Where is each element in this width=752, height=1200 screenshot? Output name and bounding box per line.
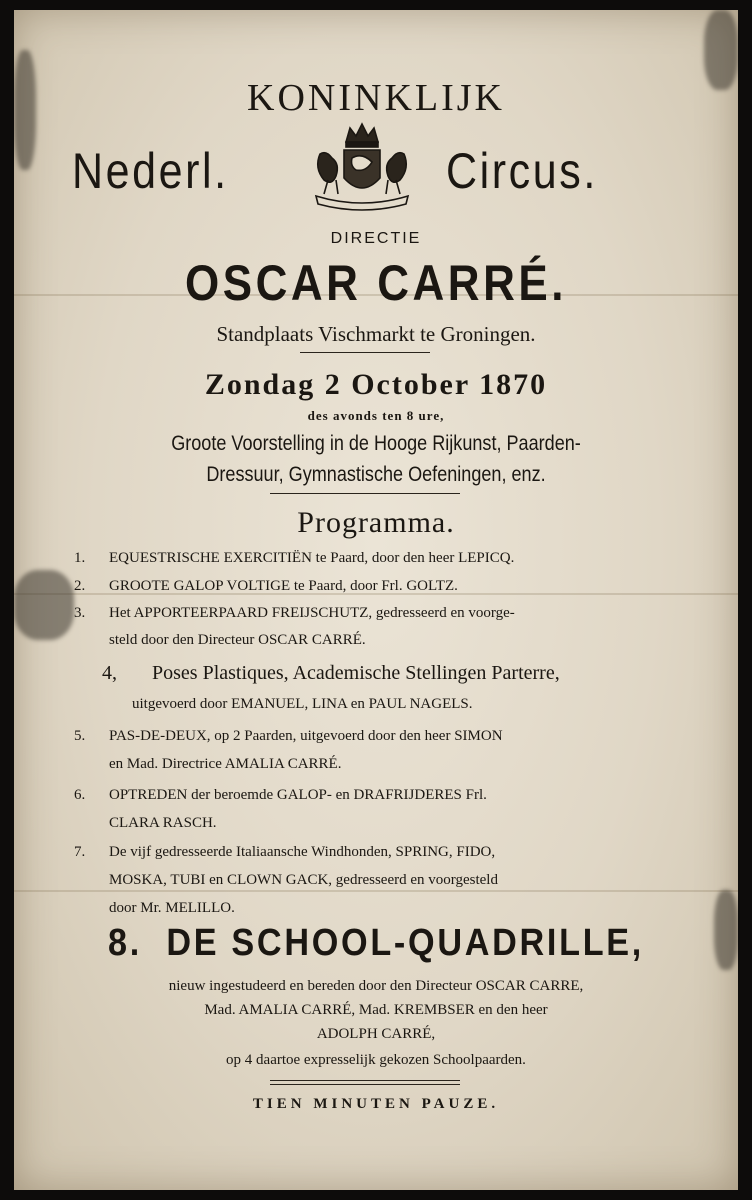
item-text: EQUESTRISCHE EXERCITIËN te Paard, door den heer LEPICQ.	[109, 550, 515, 566]
paper-crease	[14, 890, 738, 892]
item-number: 3.	[74, 605, 86, 621]
item-text: PAS-DE-DEUX, op 2 Paarden, uitgevoerd door den heer SIMON	[109, 728, 503, 744]
royal-coat-of-arms-icon	[306, 120, 418, 212]
item-text: door Mr. MELILLO.	[109, 900, 235, 916]
program-item-highlight	[50, 922, 702, 965]
item-number: 4,	[102, 662, 117, 684]
location: Standplaats Vischmarkt te Groningen.	[216, 322, 536, 346]
item-text: OPTREDEN der beroemde GALOP- en DRAFRIJDERES Frl.	[109, 787, 487, 803]
item-text: GROOTE GALOP VOLTIGE te Paard, door Frl. GOLTZ.	[109, 578, 458, 594]
description-line-1: Groote Voorstelling in de Hooge Rijkunst, Paarden-	[171, 432, 581, 455]
item-text: uitgevoerd door EMANUEL, LINA en PAUL NAGELS.	[132, 696, 473, 712]
intermission-notice: TIEN MINUTEN PAUZE.	[252, 1096, 500, 1112]
item-text: Het APPORTEERPAARD FREIJSCHUTZ, gedresseerd en voorge-	[109, 605, 515, 621]
title-koninklijk: KONINKLIJK	[247, 77, 505, 119]
programma-title: Programma.	[297, 506, 455, 539]
item-text: MOSKA, TUBI en CLOWN GACK, gedresseerd en voorgesteld	[109, 872, 498, 888]
item-heading: Poses Plastiques, Academische Stellingen Parterre,	[152, 662, 560, 684]
directie-label: DIRECTIE	[330, 230, 422, 247]
item-number: 8.	[107, 922, 142, 964]
item-number: 7.	[74, 844, 86, 860]
item-heading: DE SCHOOL-QUADRILLE,	[166, 922, 645, 964]
event-time: des avonds ten 8 ure,	[307, 408, 445, 423]
item-text: nieuw ingestudeerd en bereden door den Directeur OSCAR CARRE,	[168, 978, 584, 994]
item-text: steld door den Directeur OSCAR CARRÉ.	[109, 632, 366, 648]
item-number: 1.	[74, 550, 86, 566]
title-circus: Circus.	[446, 143, 598, 199]
item-text: De vijf gedresseerde Italiaansche Windhonden, SPRING, FIDO,	[109, 844, 496, 860]
event-date: Zondag 2 October 1870	[204, 368, 548, 401]
divider	[300, 352, 430, 353]
item-text: Mad. AMALIA CARRÉ, Mad. KREMBSER en den heer	[204, 1002, 548, 1018]
item-number: 6.	[74, 787, 86, 803]
item-text: ADOLPH CARRÉ,	[316, 1026, 436, 1042]
description-line-2: Dressuur, Gymnastische Oefeningen, enz.	[206, 463, 546, 486]
item-number: 5.	[74, 728, 86, 744]
poster	[14, 10, 738, 1190]
item-text: op 4 daartoe expresselijk gekozen Schoolpaarden.	[226, 1052, 526, 1068]
divider	[270, 1080, 460, 1085]
item-number: 2.	[74, 578, 86, 594]
item-text: en Mad. Directrice AMALIA CARRÉ.	[109, 756, 342, 772]
title-nederl: Nederl.	[72, 143, 229, 199]
paper-stain	[14, 570, 74, 640]
paper-stain	[714, 890, 738, 970]
divider	[270, 493, 460, 494]
director-name: OSCAR CARRÉ.	[184, 255, 568, 311]
item-text: CLARA RASCH.	[109, 815, 217, 831]
